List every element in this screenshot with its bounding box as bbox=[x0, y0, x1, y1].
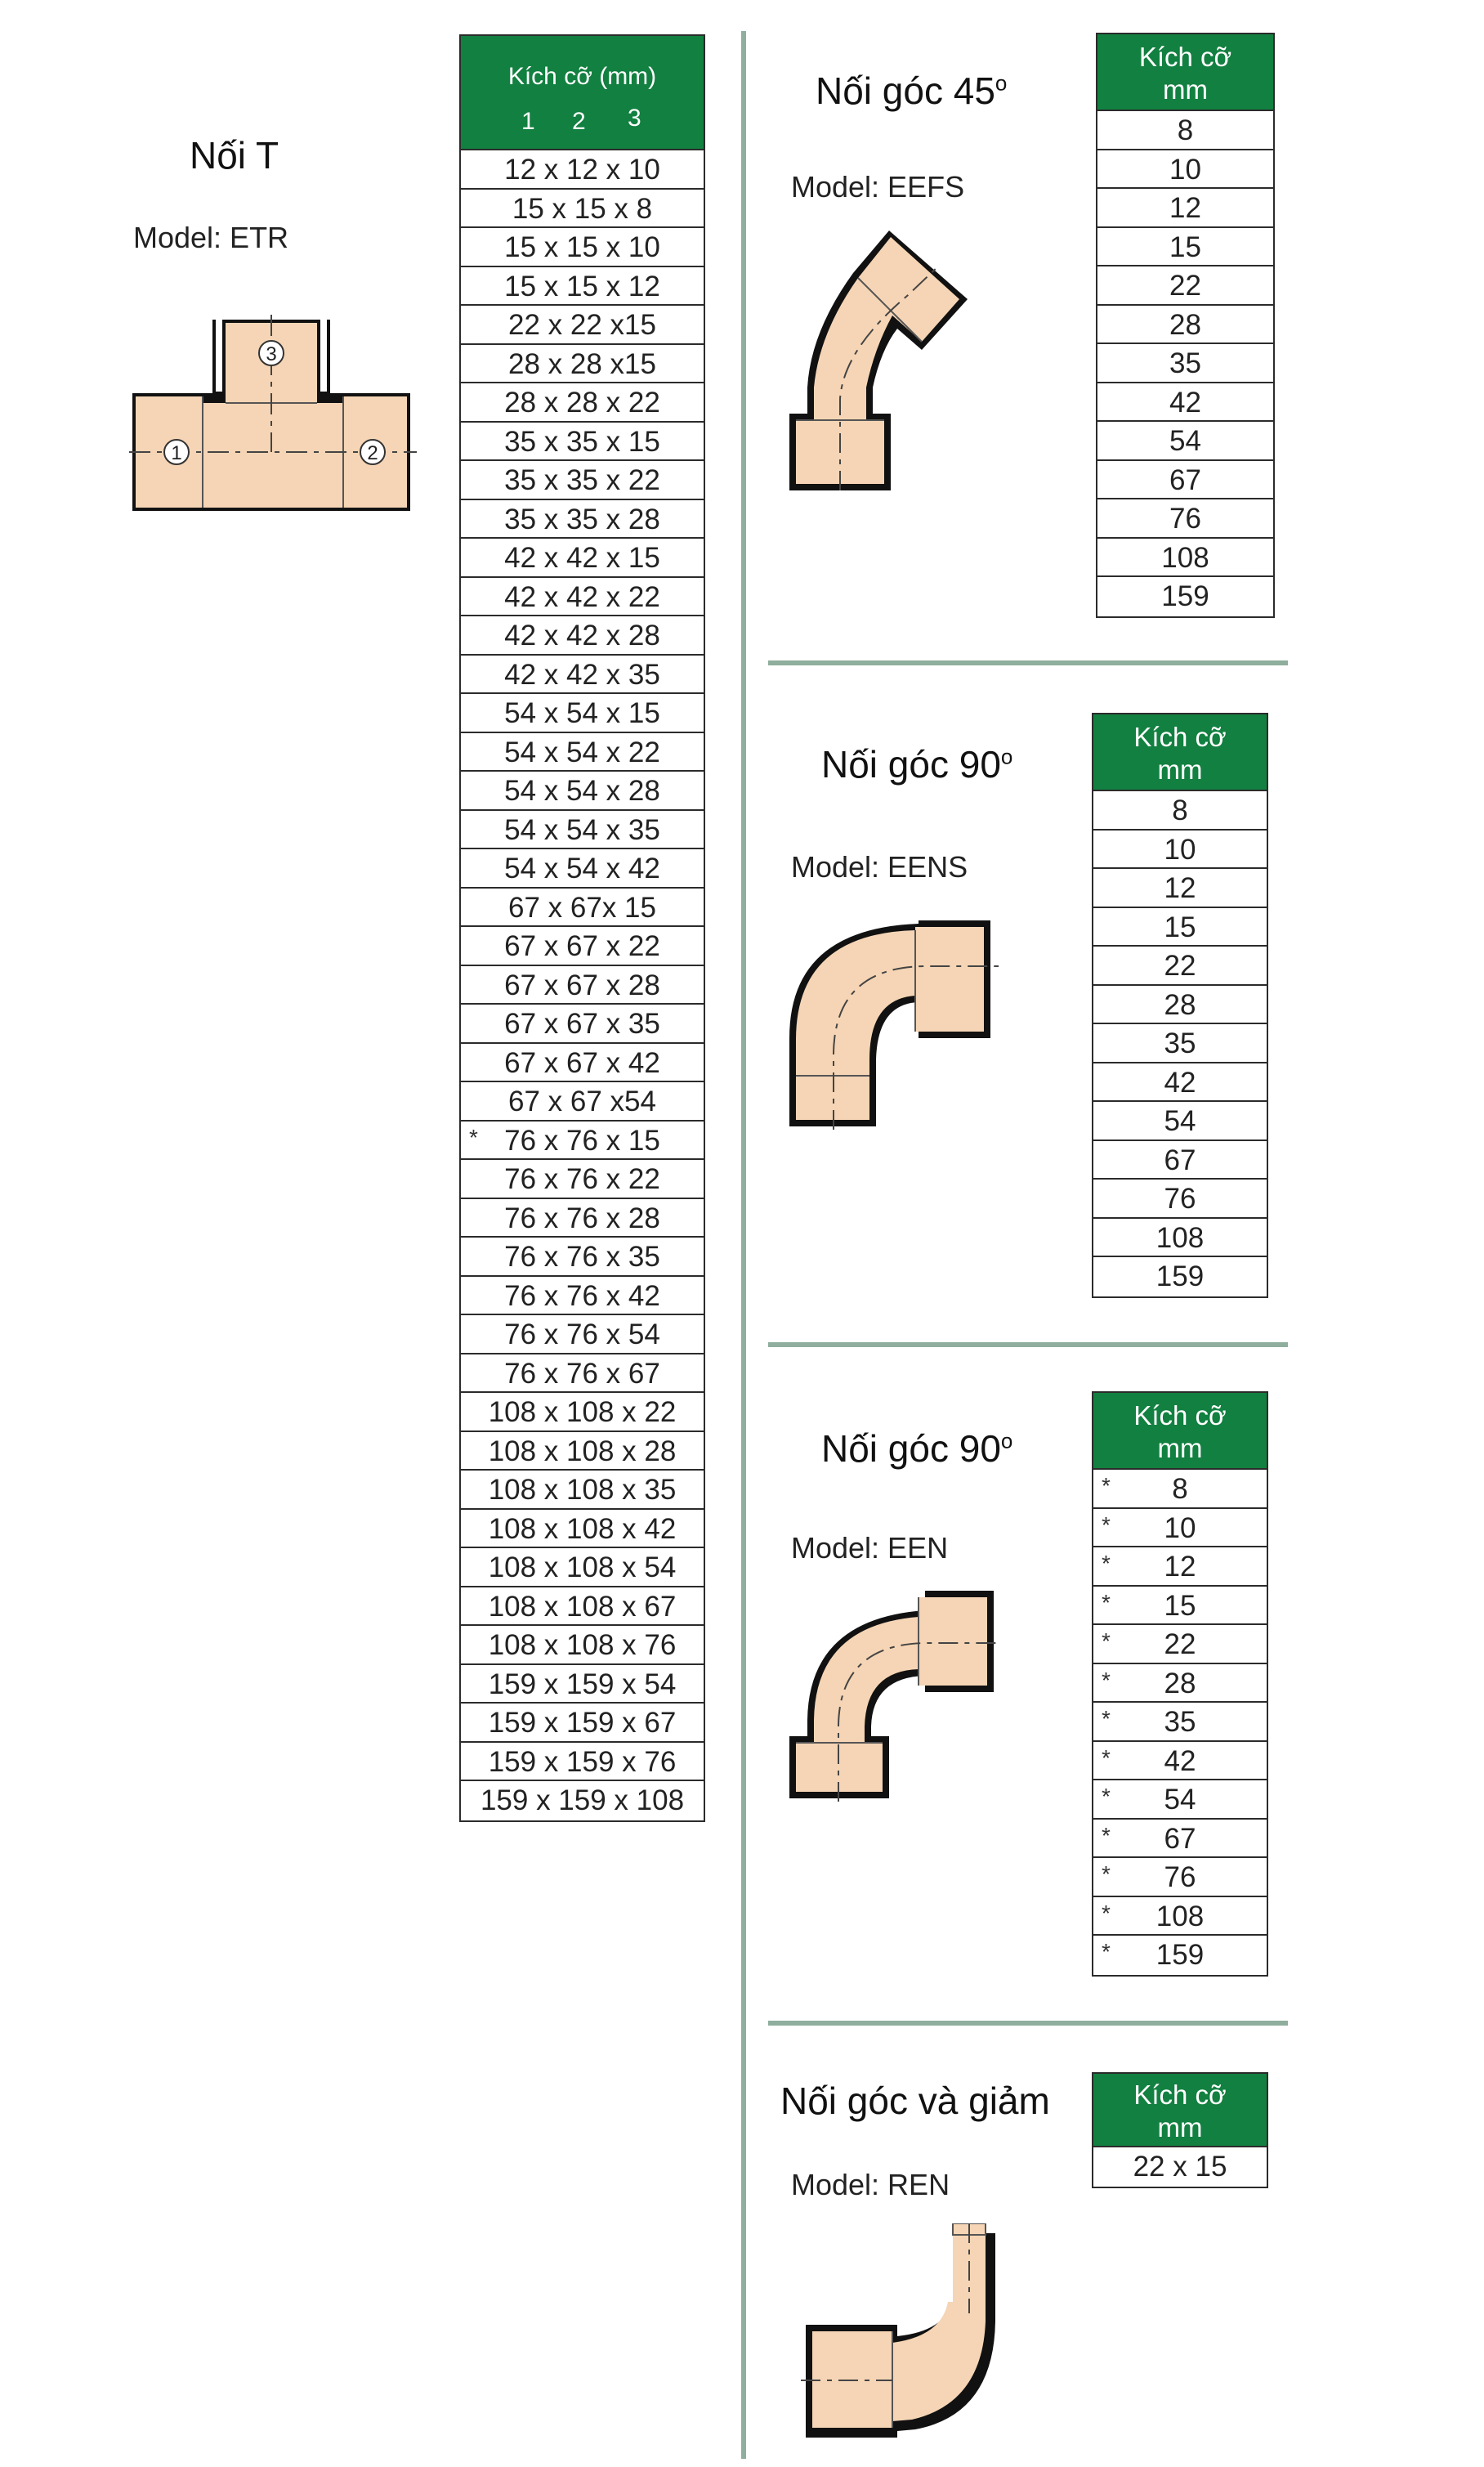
size-value: 15 bbox=[1169, 231, 1201, 263]
availability-star: * bbox=[1102, 1706, 1111, 1731]
size-value: 54 x 54 x 42 bbox=[504, 853, 660, 884]
availability-star: * bbox=[1102, 1900, 1111, 1926]
size-value: 159 x 159 x 67 bbox=[488, 1707, 677, 1739]
size-value: 54 x 54 x 35 bbox=[504, 813, 660, 846]
degree-mark: o bbox=[1000, 1428, 1013, 1453]
size-value: 67 x 67 x54 bbox=[508, 1086, 656, 1117]
size-value: 15 bbox=[1164, 1589, 1196, 1622]
size-value: 42 x 42 x 28 bbox=[504, 620, 660, 651]
size-row bbox=[461, 616, 704, 656]
size-value: 67 x 67 x 35 bbox=[504, 1008, 660, 1040]
size-value: 108 x 108 x 54 bbox=[488, 1551, 677, 1583]
size-row bbox=[1097, 266, 1273, 306]
header-line-1: Kích cỡ bbox=[1133, 2080, 1227, 2110]
degree-mark: o bbox=[995, 70, 1008, 96]
size-value: 28 x 28 x15 bbox=[508, 347, 656, 380]
size-value: 35 bbox=[1164, 1706, 1196, 1738]
size-row bbox=[461, 150, 704, 190]
size-value: 159 bbox=[1155, 1260, 1205, 1292]
section-title bbox=[816, 69, 1007, 113]
size-value: 159 x 159 x 54 bbox=[488, 1668, 677, 1700]
size-row bbox=[1093, 1024, 1267, 1063]
size-value: 28 bbox=[1164, 988, 1196, 1021]
size-value: 12 bbox=[1164, 1551, 1196, 1583]
size-row bbox=[461, 1160, 704, 1199]
size-value: 76 x 76 x 28 bbox=[504, 1202, 660, 1234]
size-value: 54 bbox=[1169, 425, 1201, 457]
size-row bbox=[1093, 1141, 1267, 1180]
size-value: 108 bbox=[1155, 1900, 1205, 1932]
tee-model: Model: ETR bbox=[133, 221, 289, 254]
size-value: 22 bbox=[1169, 270, 1201, 302]
size-value: 10 bbox=[1164, 833, 1196, 866]
size-table bbox=[1092, 713, 1268, 1298]
tee-fitting-drawing bbox=[129, 315, 417, 515]
size-row bbox=[1097, 306, 1273, 345]
size-value: 42 x 42 x 35 bbox=[504, 658, 660, 691]
section-model: Model: REN bbox=[791, 2168, 950, 2201]
size-table bbox=[1092, 2072, 1268, 2188]
size-row bbox=[461, 733, 704, 772]
tee-header-col-3: 3 bbox=[628, 105, 641, 132]
availability-star: * bbox=[1102, 1473, 1111, 1498]
size-row bbox=[1097, 577, 1273, 616]
tee-header-col-2: 2 bbox=[572, 108, 586, 135]
size-row bbox=[461, 1005, 704, 1044]
size-row bbox=[1093, 1625, 1267, 1664]
size-row bbox=[461, 423, 704, 462]
size-row bbox=[461, 1781, 704, 1820]
size-row bbox=[1093, 1219, 1267, 1258]
size-row bbox=[1093, 1180, 1267, 1219]
availability-star: * bbox=[469, 1124, 478, 1150]
size-row bbox=[461, 811, 704, 850]
tee-table-body bbox=[461, 150, 704, 1820]
reducing-elbow-fitting bbox=[801, 2223, 995, 2438]
availability-star: * bbox=[1102, 1861, 1111, 1887]
size-table-body bbox=[1093, 2147, 1267, 2187]
size-value: 159 bbox=[1161, 580, 1209, 612]
size-value: 15 x 15 x 10 bbox=[504, 231, 660, 263]
port-3-label: 3 bbox=[266, 343, 277, 365]
size-value: 22 x 15 bbox=[1133, 2151, 1227, 2183]
size-row bbox=[461, 1626, 704, 1665]
size-row bbox=[1093, 1470, 1267, 1509]
port-1-marker bbox=[164, 440, 189, 464]
size-value: 108 x 108 x 35 bbox=[488, 1474, 677, 1506]
size-table bbox=[1092, 1391, 1268, 1977]
size-value: 22 bbox=[1164, 1628, 1196, 1660]
size-value: 108 x 108 x 76 bbox=[488, 1629, 677, 1661]
header-line-2: mm bbox=[1163, 74, 1208, 105]
size-row bbox=[461, 1510, 704, 1549]
size-row bbox=[1093, 869, 1267, 908]
size-row bbox=[1093, 1936, 1267, 1975]
size-row bbox=[461, 1354, 704, 1394]
size-value: 15 x 15 x 8 bbox=[512, 192, 653, 225]
size-value: 35 x 35 x 15 bbox=[504, 425, 660, 458]
size-value: 10 bbox=[1164, 1511, 1196, 1544]
size-row bbox=[1093, 1102, 1267, 1141]
tee-header-label: Kích cỡ (mm) bbox=[507, 63, 657, 90]
size-row bbox=[1097, 499, 1273, 539]
size-row bbox=[461, 966, 704, 1005]
elbow-90-fitting bbox=[789, 920, 999, 1130]
section-title-text: Nối góc và giảm bbox=[780, 2080, 1050, 2122]
size-row bbox=[1097, 461, 1273, 500]
size-row bbox=[1097, 422, 1273, 461]
port-2-marker bbox=[360, 440, 385, 464]
size-value: 67 x 67x 15 bbox=[508, 891, 656, 924]
size-row bbox=[461, 345, 704, 384]
size-row bbox=[1097, 383, 1273, 423]
size-value: 76 x 76 x 67 bbox=[504, 1357, 660, 1390]
size-value: 67 x 67 x 42 bbox=[504, 1046, 660, 1079]
section-title bbox=[821, 1426, 1012, 1471]
size-row bbox=[461, 461, 704, 500]
size-row bbox=[461, 1044, 704, 1083]
section-title-text: Nối góc 45 bbox=[816, 69, 995, 112]
size-value: 8 bbox=[1172, 1473, 1188, 1505]
size-row bbox=[461, 306, 704, 345]
size-table-body bbox=[1097, 111, 1273, 616]
availability-star: * bbox=[1102, 1551, 1111, 1576]
section-title-text: Nối góc 90 bbox=[821, 1427, 1001, 1470]
tee-header-cols bbox=[461, 105, 704, 147]
degree-mark: o bbox=[1000, 744, 1013, 769]
size-row bbox=[461, 927, 704, 966]
size-row bbox=[1093, 1820, 1267, 1859]
size-row bbox=[1097, 111, 1273, 150]
size-value: 28 bbox=[1164, 1667, 1196, 1699]
section-title bbox=[780, 2079, 1050, 2123]
size-value: 76 x 76 x 42 bbox=[504, 1279, 660, 1312]
size-row bbox=[1093, 1858, 1267, 1897]
size-value: 76 x 76 x 54 bbox=[504, 1319, 660, 1350]
size-value: 15 x 15 x 12 bbox=[504, 270, 660, 302]
header-line-2: mm bbox=[1157, 2112, 1203, 2142]
section-divider bbox=[768, 2021, 1288, 2026]
size-row bbox=[1093, 1063, 1267, 1103]
size-value: 12 bbox=[1164, 872, 1196, 904]
size-value: 22 x 22 x15 bbox=[508, 309, 656, 341]
size-value: 76 x 76 x 15 bbox=[504, 1124, 660, 1157]
section-model: Model: EEN bbox=[791, 1531, 949, 1565]
size-value: 8 bbox=[1177, 114, 1194, 146]
size-row bbox=[461, 656, 704, 695]
size-row bbox=[461, 539, 704, 578]
size-row bbox=[1097, 228, 1273, 267]
size-value: 42 x 42 x 15 bbox=[504, 542, 660, 574]
section-divider bbox=[768, 660, 1288, 665]
size-row bbox=[1093, 1547, 1267, 1587]
size-row bbox=[461, 1665, 704, 1704]
availability-star: * bbox=[1102, 1784, 1111, 1809]
size-row bbox=[461, 500, 704, 540]
size-value: 12 bbox=[1169, 192, 1201, 224]
size-row bbox=[1093, 908, 1267, 947]
size-value: 67 bbox=[1164, 1144, 1196, 1176]
section-model: Model: EENS bbox=[791, 850, 968, 884]
size-value: 12 x 12 x 10 bbox=[504, 154, 660, 186]
size-row bbox=[1093, 1664, 1267, 1704]
size-value: 54 bbox=[1164, 1105, 1196, 1137]
size-row bbox=[461, 1432, 704, 1471]
availability-star: * bbox=[1102, 1511, 1111, 1538]
size-value: 35 bbox=[1169, 347, 1201, 379]
size-row bbox=[461, 1393, 704, 1432]
reducing-elbow-drawing bbox=[801, 2223, 1013, 2442]
size-row bbox=[461, 1238, 704, 1277]
section-model: Model: EEFS bbox=[791, 170, 965, 204]
header-line-2: mm bbox=[1157, 754, 1203, 785]
size-value: 108 x 108 x 28 bbox=[488, 1435, 677, 1467]
size-row bbox=[1093, 947, 1267, 986]
elbow-45-drawing bbox=[784, 227, 972, 492]
size-value: 10 bbox=[1169, 153, 1201, 186]
elbow-90-drawing bbox=[784, 916, 999, 1130]
size-row bbox=[1093, 1257, 1267, 1296]
elbow-90-fitting bbox=[789, 1591, 1000, 1802]
vertical-divider bbox=[741, 31, 746, 2459]
size-value: 76 x 76 x 22 bbox=[504, 1163, 660, 1195]
section-title-text: Nối góc 90 bbox=[821, 743, 1001, 786]
size-value: 15 bbox=[1164, 911, 1196, 943]
size-value: 108 bbox=[1155, 1221, 1205, 1254]
port-3-marker bbox=[259, 341, 284, 365]
size-value: 76 bbox=[1169, 503, 1201, 535]
size-value: 108 x 108 x 42 bbox=[488, 1512, 677, 1545]
size-value: 54 x 54 x 28 bbox=[504, 775, 660, 807]
size-value: 67 x 67 x 28 bbox=[504, 969, 660, 1001]
size-value: 42 x 42 x 22 bbox=[504, 580, 660, 613]
size-value: 42 bbox=[1164, 1744, 1196, 1777]
size-table-body bbox=[1093, 1470, 1267, 1975]
size-row bbox=[1093, 1780, 1267, 1820]
size-value: 67 bbox=[1169, 463, 1201, 496]
size-value: 54 x 54 x 15 bbox=[504, 697, 660, 729]
availability-star: * bbox=[1102, 1589, 1111, 1615]
size-row bbox=[1097, 189, 1273, 228]
availability-star: * bbox=[1102, 1744, 1111, 1771]
size-row bbox=[1093, 1509, 1267, 1548]
size-value: 54 bbox=[1164, 1784, 1196, 1816]
size-row bbox=[461, 190, 704, 229]
elbow-90-drawing bbox=[784, 1586, 1000, 1802]
size-value: 67 bbox=[1164, 1822, 1196, 1855]
size-table-header bbox=[1093, 2074, 1267, 2147]
size-value: 108 bbox=[1161, 541, 1209, 574]
size-value: 35 bbox=[1164, 1028, 1196, 1059]
size-row bbox=[1093, 2147, 1267, 2187]
port-1-label: 1 bbox=[171, 442, 182, 464]
size-value: 28 bbox=[1169, 308, 1201, 341]
availability-star: * bbox=[1102, 1939, 1111, 1964]
tee-header-col-1: 1 bbox=[521, 108, 535, 135]
size-row bbox=[461, 1199, 704, 1238]
size-table-header bbox=[1093, 1393, 1267, 1470]
size-table-header bbox=[1097, 34, 1273, 111]
size-row bbox=[1093, 1703, 1267, 1742]
size-row bbox=[461, 772, 704, 811]
size-value: 159 bbox=[1155, 1939, 1205, 1971]
size-value: 159 x 159 x 108 bbox=[480, 1784, 685, 1816]
size-row bbox=[1093, 986, 1267, 1025]
size-row bbox=[461, 1277, 704, 1316]
size-value: 108 x 108 x 67 bbox=[488, 1590, 677, 1623]
size-row bbox=[461, 267, 704, 307]
section-title bbox=[821, 742, 1012, 786]
size-row bbox=[1093, 831, 1267, 870]
size-row bbox=[461, 1471, 704, 1510]
size-row bbox=[461, 1082, 704, 1122]
size-value: 108 x 108 x 22 bbox=[488, 1396, 677, 1428]
size-row bbox=[1097, 539, 1273, 578]
size-row bbox=[461, 1315, 704, 1354]
size-row bbox=[461, 578, 704, 617]
size-row bbox=[461, 1587, 704, 1627]
size-row bbox=[461, 1743, 704, 1782]
size-row bbox=[461, 889, 704, 928]
tee-title: Nối T bbox=[190, 134, 279, 177]
size-row bbox=[1093, 1587, 1267, 1626]
header-line-2: mm bbox=[1157, 1433, 1203, 1463]
size-row bbox=[461, 849, 704, 889]
size-value: 35 x 35 x 22 bbox=[504, 464, 660, 496]
port-2-label: 2 bbox=[367, 442, 378, 464]
elbow-45-fitting bbox=[789, 231, 968, 490]
size-value: 8 bbox=[1172, 795, 1188, 826]
size-value: 28 x 28 x 22 bbox=[504, 387, 660, 419]
size-value: 76 x 76 x 35 bbox=[504, 1241, 660, 1273]
size-value: 76 bbox=[1164, 1183, 1196, 1215]
header-line-1: Kích cỡ bbox=[1133, 1400, 1227, 1431]
size-row bbox=[461, 1122, 704, 1161]
size-table bbox=[1096, 33, 1275, 618]
size-row bbox=[1093, 1742, 1267, 1781]
availability-star: * bbox=[1102, 1822, 1111, 1848]
size-table-header bbox=[1093, 714, 1267, 791]
size-row bbox=[461, 383, 704, 423]
size-row bbox=[461, 1548, 704, 1587]
tee-size-table bbox=[459, 34, 705, 1822]
size-value: 42 bbox=[1169, 386, 1201, 419]
size-table-body bbox=[1093, 791, 1267, 1296]
size-value: 54 x 54 x 22 bbox=[504, 736, 660, 768]
size-row bbox=[1093, 791, 1267, 831]
size-value: 76 bbox=[1164, 1861, 1196, 1893]
size-row bbox=[461, 1704, 704, 1743]
tee-table-header bbox=[461, 36, 704, 150]
size-value: 22 bbox=[1164, 950, 1196, 982]
header-line-1: Kích cỡ bbox=[1138, 42, 1232, 72]
size-row bbox=[1097, 150, 1273, 190]
size-row bbox=[1093, 1897, 1267, 1936]
section-divider bbox=[768, 1342, 1288, 1347]
header-line-1: Kích cỡ bbox=[1133, 722, 1227, 752]
size-row bbox=[461, 228, 704, 267]
size-value: 159 x 159 x 76 bbox=[488, 1745, 677, 1778]
availability-star: * bbox=[1102, 1667, 1111, 1693]
size-row bbox=[1097, 344, 1273, 383]
size-value: 42 bbox=[1164, 1066, 1196, 1099]
size-value: 35 x 35 x 28 bbox=[504, 503, 660, 535]
size-row bbox=[461, 694, 704, 733]
size-value: 67 x 67 x 22 bbox=[504, 930, 660, 962]
availability-star: * bbox=[1102, 1628, 1111, 1654]
